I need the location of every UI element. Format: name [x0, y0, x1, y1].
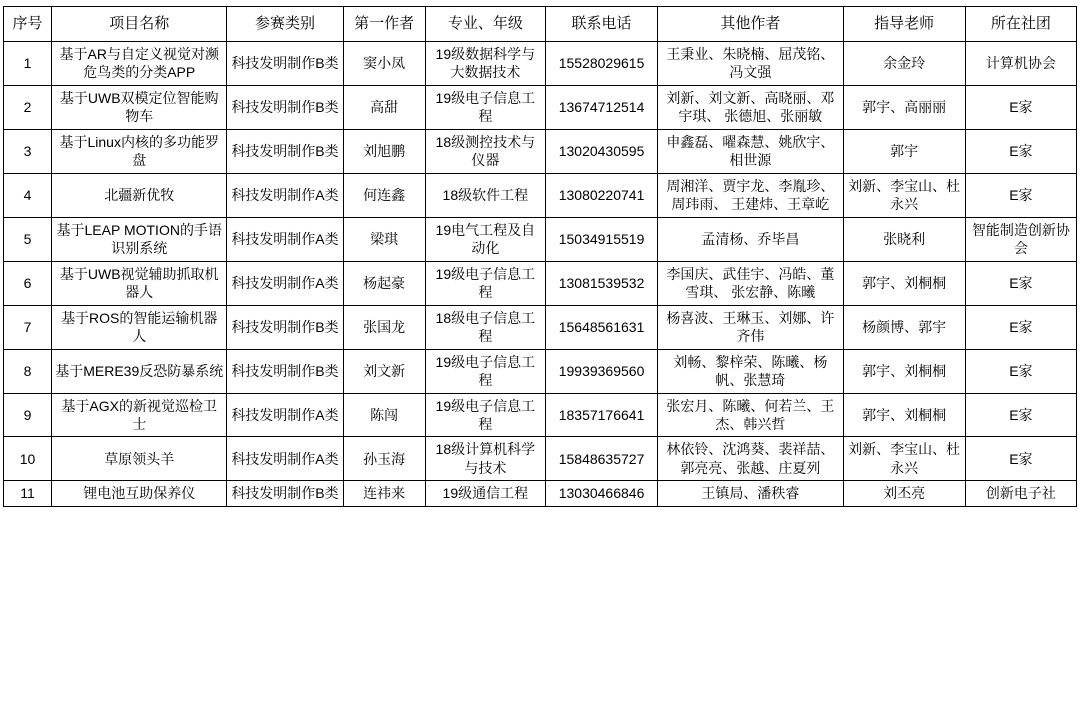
project-table [3, 6, 1077, 507]
cell-first-author: 孙玉海 [343, 437, 425, 481]
table-row [4, 393, 1077, 437]
cell-first-author: 高甜 [343, 85, 425, 129]
cell-major-grade: 19电气工程及自动化 [425, 217, 545, 261]
cell-club: E家 [965, 393, 1076, 437]
cell-club: 智能制造创新协会 [965, 217, 1076, 261]
cell-advisor: 郭宇 [843, 129, 965, 173]
cell-phone: 13080220741 [545, 173, 657, 217]
cell-index: 1 [4, 42, 52, 86]
cell-project-name: 基于LEAP MOTION的手语识别系统 [52, 217, 227, 261]
cell-other-authors: 申鑫磊、嚁森慧、姚欣宇、相世源 [658, 129, 843, 173]
cell-phone: 18357176641 [545, 393, 657, 437]
table-header [4, 7, 1077, 42]
cell-project-name: 基于Linux内核的多功能罗盘 [52, 129, 227, 173]
cell-club: E家 [965, 129, 1076, 173]
table-body [4, 42, 1077, 507]
cell-category: 科技发明制作A类 [227, 173, 343, 217]
cell-major-grade: 19级数据科学与大数据技术 [425, 42, 545, 86]
cell-major-grade: 18级计算机科学与技术 [425, 437, 545, 481]
cell-index: 10 [4, 437, 52, 481]
cell-club: 计算机协会 [965, 42, 1076, 86]
cell-category: 科技发明制作A类 [227, 261, 343, 305]
cell-category: 科技发明制作B类 [227, 42, 343, 86]
cell-project-name: 基于UWB视觉辅助抓取机器人 [52, 261, 227, 305]
cell-index: 2 [4, 85, 52, 129]
cell-other-authors: 王镇局、潘秩睿 [658, 481, 843, 506]
table-row [4, 349, 1077, 393]
cell-advisor: 郭宇、高丽丽 [843, 85, 965, 129]
cell-advisor: 张晓利 [843, 217, 965, 261]
cell-other-authors: 林依铃、沈鸿葵、裴祥喆、郭亮亮、张越、庄夏列 [658, 437, 843, 481]
cell-phone: 13020430595 [545, 129, 657, 173]
cell-first-author: 连祎来 [343, 481, 425, 506]
cell-other-authors: 孟清杨、乔毕昌 [658, 217, 843, 261]
table-row [4, 42, 1077, 86]
cell-project-name: 北疆新优牧 [52, 173, 227, 217]
cell-phone: 13081539532 [545, 261, 657, 305]
table-header-row [4, 7, 1077, 42]
cell-phone: 15528029615 [545, 42, 657, 86]
cell-first-author: 杨起豪 [343, 261, 425, 305]
cell-advisor: 郭宇、刘桐桐 [843, 349, 965, 393]
cell-category: 科技发明制作A类 [227, 393, 343, 437]
cell-index: 7 [4, 305, 52, 349]
cell-major-grade: 19级电子信息工程 [425, 261, 545, 305]
cell-category: 科技发明制作B类 [227, 349, 343, 393]
cell-phone: 15848635727 [545, 437, 657, 481]
cell-phone: 15034915519 [545, 217, 657, 261]
cell-advisor: 杨颜博、郭宇 [843, 305, 965, 349]
cell-club: E家 [965, 173, 1076, 217]
cell-club: E家 [965, 261, 1076, 305]
cell-first-author: 何连鑫 [343, 173, 425, 217]
cell-index: 11 [4, 481, 52, 506]
cell-club: 创新电子社 [965, 481, 1076, 506]
cell-other-authors: 张宏月、陈曦、何若兰、王杰、韩兴哲 [658, 393, 843, 437]
column-header-project-name: 项目名称 [52, 7, 227, 42]
table-row [4, 85, 1077, 129]
cell-advisor: 郭宇、刘桐桐 [843, 393, 965, 437]
table-row [4, 173, 1077, 217]
cell-index: 8 [4, 349, 52, 393]
cell-advisor: 刘新、李宝山、杜永兴 [843, 173, 965, 217]
cell-major-grade: 18级测控技术与仪器 [425, 129, 545, 173]
cell-category: 科技发明制作B类 [227, 85, 343, 129]
cell-index: 6 [4, 261, 52, 305]
cell-advisor: 郭宇、刘桐桐 [843, 261, 965, 305]
cell-project-name: 基于AR与自定义视觉对濒危鸟类的分类APP [52, 42, 227, 86]
column-header-phone: 联系电话 [545, 7, 657, 42]
cell-project-name: 基于MERE39反恐防暴系统 [52, 349, 227, 393]
cell-other-authors: 刘畅、黎梓荣、陈曦、杨帆、张慧琦 [658, 349, 843, 393]
table-row [4, 217, 1077, 261]
cell-project-name: 基于AGX的新视觉巡检卫士 [52, 393, 227, 437]
table-row [4, 437, 1077, 481]
cell-project-name: 锂电池互助保养仪 [52, 481, 227, 506]
cell-club: E家 [965, 437, 1076, 481]
column-header-category: 参赛类别 [227, 7, 343, 42]
cell-major-grade: 19级电子信息工程 [425, 85, 545, 129]
cell-advisor: 余金玲 [843, 42, 965, 86]
column-header-other-authors: 其他作者 [658, 7, 843, 42]
table-row [4, 481, 1077, 506]
cell-index: 4 [4, 173, 52, 217]
cell-first-author: 窦小凤 [343, 42, 425, 86]
cell-phone: 15648561631 [545, 305, 657, 349]
cell-index: 5 [4, 217, 52, 261]
cell-index: 3 [4, 129, 52, 173]
column-header-index: 序号 [4, 7, 52, 42]
cell-major-grade: 18级电子信息工程 [425, 305, 545, 349]
cell-project-name: 基于ROS的智能运输机器人 [52, 305, 227, 349]
cell-advisor: 刘新、李宝山、杜永兴 [843, 437, 965, 481]
cell-other-authors: 刘新、刘文新、高晓丽、邓宇琪、 张德旭、张丽敏 [658, 85, 843, 129]
table-row [4, 261, 1077, 305]
cell-club: E家 [965, 85, 1076, 129]
cell-first-author: 刘文新 [343, 349, 425, 393]
cell-major-grade: 19级电子信息工程 [425, 349, 545, 393]
cell-advisor: 刘丕亮 [843, 481, 965, 506]
table-row [4, 305, 1077, 349]
cell-other-authors: 李国庆、武佳宇、冯皓、董雪琪、 张宏静、陈曦 [658, 261, 843, 305]
cell-category: 科技发明制作B类 [227, 481, 343, 506]
cell-index: 9 [4, 393, 52, 437]
cell-major-grade: 18级软件工程 [425, 173, 545, 217]
cell-category: 科技发明制作B类 [227, 129, 343, 173]
cell-major-grade: 19级电子信息工程 [425, 393, 545, 437]
cell-first-author: 陈闯 [343, 393, 425, 437]
table-row [4, 129, 1077, 173]
cell-other-authors: 杨喜波、王琳玉、刘娜、许齐伟 [658, 305, 843, 349]
cell-first-author: 梁琪 [343, 217, 425, 261]
cell-project-name: 草原领头羊 [52, 437, 227, 481]
cell-category: 科技发明制作A类 [227, 217, 343, 261]
cell-project-name: 基于UWB双模定位智能购物车 [52, 85, 227, 129]
cell-other-authors: 王秉业、朱晓楠、屈茂铭、冯文强 [658, 42, 843, 86]
column-header-first-author: 第一作者 [343, 7, 425, 42]
cell-phone: 19939369560 [545, 349, 657, 393]
cell-category: 科技发明制作A类 [227, 437, 343, 481]
cell-phone: 13674712514 [545, 85, 657, 129]
cell-other-authors: 周湘洋、贾宇龙、李胤珍、周玮雨、 王建炜、王章屹 [658, 173, 843, 217]
cell-category: 科技发明制作B类 [227, 305, 343, 349]
cell-first-author: 刘旭鹏 [343, 129, 425, 173]
cell-major-grade: 19级通信工程 [425, 481, 545, 506]
cell-first-author: 张国龙 [343, 305, 425, 349]
cell-phone: 13030466846 [545, 481, 657, 506]
cell-club: E家 [965, 349, 1076, 393]
cell-club: E家 [965, 305, 1076, 349]
column-header-advisor: 指导老师 [843, 7, 965, 42]
column-header-major-grade: 专业、年级 [425, 7, 545, 42]
column-header-club: 所在社团 [965, 7, 1076, 42]
